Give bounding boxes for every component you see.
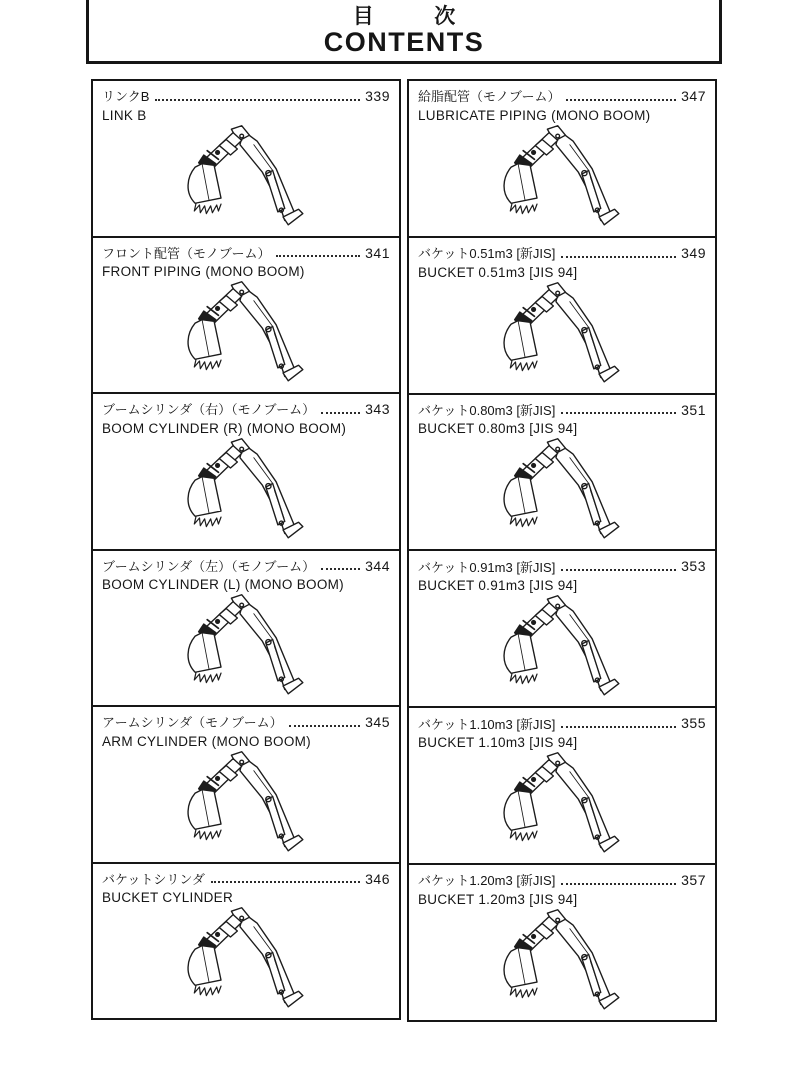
dotted-leader (566, 99, 676, 101)
contents-title-english: CONTENTS (323, 27, 485, 58)
excavator-illustration (102, 749, 390, 862)
contents-header (86, 0, 722, 64)
excavator-illustration (102, 436, 390, 549)
entry-page-number: 339 (365, 88, 390, 104)
entry-title-english: BUCKET 0.91m3 [JIS 94] (418, 578, 578, 594)
entry-page-number: 351 (681, 401, 706, 418)
entry-title-japanese: 給脂配管（モノブーム） (418, 89, 561, 105)
toc-line (102, 714, 390, 731)
toc-entry-bucket-110 (409, 708, 715, 865)
dotted-leader (321, 568, 360, 570)
toc-line (418, 88, 706, 105)
toc-line (418, 872, 706, 889)
toc-entry-bucket-051 (409, 238, 715, 395)
toc-line (418, 715, 706, 732)
toc-column-left (91, 79, 401, 1020)
entry-title-english: BOOM CYLINDER (R) (MONO BOOM) (102, 420, 347, 436)
dotted-leader (561, 412, 676, 414)
entry-title-japanese: バケット1.10m3 [新JIS] (418, 716, 556, 732)
entry-page-number: 346 (365, 870, 390, 887)
entry-title-japanese: バケット0.51m3 [新JIS] (418, 246, 556, 262)
toc-line (102, 245, 390, 262)
toc-entry-arm-cylinder (93, 707, 399, 864)
excavator-illustration (102, 592, 390, 705)
dotted-leader (561, 256, 676, 258)
entry-title-japanese: リンクB (102, 89, 150, 105)
entry-page-number: 355 (681, 715, 706, 732)
dotted-leader (561, 726, 676, 728)
excavator-illustration (102, 123, 390, 236)
entry-title-japanese: ブームシリンダ（左）（モノブーム） (102, 558, 316, 574)
toc-entry-boom-cylinder-l (93, 551, 399, 708)
dotted-leader (155, 99, 360, 101)
entry-title-english: ARM CYLINDER (MONO BOOM) (102, 733, 311, 749)
toc-line (102, 88, 390, 105)
entry-page-number: 343 (365, 401, 390, 417)
entry-title-japanese: ブームシリンダ（右）（モノブーム） (102, 402, 316, 418)
excavator-illustration (418, 750, 706, 863)
entry-page-number: 357 (681, 872, 706, 889)
toc-entry-link-b (93, 81, 399, 238)
entry-title-english: BUCKET 1.10m3 [JIS 94] (418, 735, 578, 751)
entry-title-english: BUCKET CYLINDER (102, 890, 234, 906)
excavator-illustration (418, 280, 706, 393)
excavator-illustration (418, 907, 706, 1020)
toc-entry-bucket-091 (409, 551, 715, 708)
entry-page-number: 345 (365, 714, 390, 730)
excavator-illustration (102, 905, 390, 1018)
entry-title-english: BUCKET 0.80m3 [JIS 94] (418, 421, 578, 437)
toc-line (102, 401, 390, 418)
entry-title-english: LINK B (102, 107, 147, 123)
entry-title-english: FRONT PIPING (MONO BOOM) (102, 264, 305, 280)
entry-title-english: BUCKET 1.20m3 [JIS 94] (418, 891, 578, 907)
dotted-leader (561, 569, 676, 571)
excavator-illustration (102, 279, 390, 392)
excavator-illustration (418, 436, 706, 549)
toc-entry-bucket-120 (409, 865, 715, 1020)
dotted-leader (321, 412, 360, 414)
toc-entry-boom-cylinder-r (93, 394, 399, 551)
excavator-illustration (418, 593, 706, 706)
toc-entry-front-piping (93, 238, 399, 395)
toc-entry-lubricate-piping (409, 81, 715, 238)
toc-line (102, 871, 390, 888)
entry-page-number: 353 (681, 558, 706, 575)
entry-title-japanese: バケット0.91m3 [新JIS] (418, 559, 556, 575)
entry-title-japanese: バケットシリンダ (102, 871, 205, 887)
entry-title-japanese: バケット0.80m3 [新JIS] (418, 402, 556, 418)
dotted-leader (211, 881, 360, 883)
entry-title-japanese: バケット1.20m3 [新JIS] (418, 873, 556, 889)
toc-line (418, 558, 706, 575)
toc-column-right (407, 79, 717, 1022)
entry-title-japanese: フロント配管（モノブーム） (102, 245, 271, 261)
toc-entry-bucket-cylinder (93, 864, 399, 1019)
toc-line (418, 402, 706, 419)
entry-page-number: 349 (681, 244, 706, 261)
entry-title-japanese: アームシリンダ（モノブーム） (102, 715, 283, 731)
entry-page-number: 347 (681, 88, 706, 104)
dotted-leader (289, 725, 361, 727)
entry-page-number: 341 (365, 244, 390, 261)
dotted-leader (561, 883, 676, 885)
entry-title-english: BUCKET 0.51m3 [JIS 94] (418, 264, 578, 280)
toc-line (418, 245, 706, 262)
toc-line (102, 558, 390, 575)
toc-entry-bucket-080 (409, 395, 715, 552)
contents-title-japanese: 目 次 (352, 5, 456, 29)
dotted-leader (276, 255, 360, 257)
entry-title-english: LUBRICATE PIPING (MONO BOOM) (418, 107, 651, 123)
entry-title-english: BOOM CYLINDER (L) (MONO BOOM) (102, 577, 344, 593)
entry-page-number: 344 (365, 557, 390, 574)
excavator-illustration (418, 123, 706, 236)
